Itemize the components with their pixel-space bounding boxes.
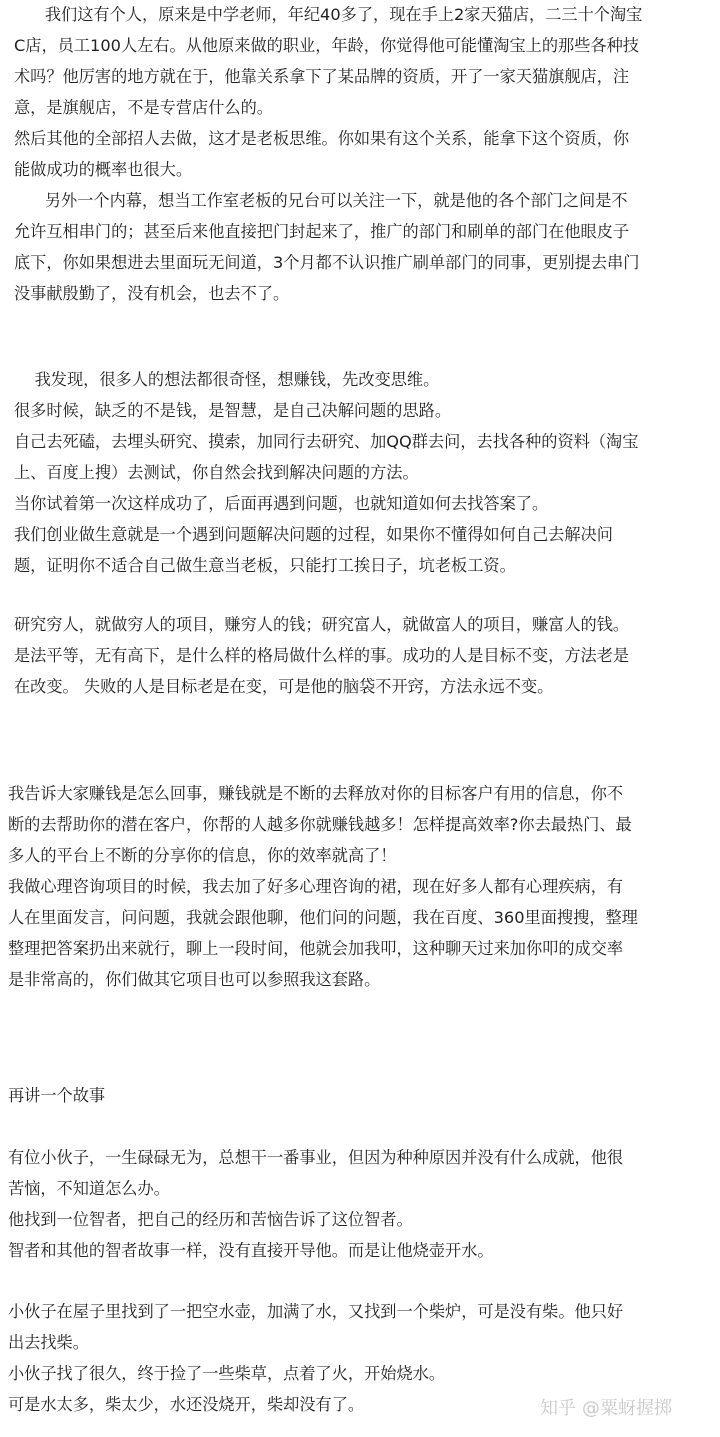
- text-line: 研究穷人，就做穷人的项目，赚穷人的钱；研究富人，就做富人的项目，赚富人的钱。: [14, 615, 630, 634]
- text-line: 我们创业做生意就是一个遇到问题解决问题的过程，如果你不懂得如何自己去解决问: [14, 525, 613, 544]
- text-line: 小伙子在屋子里找到了一把空水壶，加满了水，又找到一个柴炉，可是没有柴。他只好: [8, 1302, 624, 1321]
- text-line: 我们这有个人，原来是中学老师，年纪40多了，现在手上2家天猫店，二三十个淘宝: [14, 5, 643, 24]
- section-heading: 再讲一个故事: [8, 1086, 106, 1105]
- text-line: 多人的平台上不断的分享你的信息，你的效率就高了！: [8, 846, 397, 865]
- text-line: 在改变。 失败的人是目标老是在变，可是他的脑袋不开窍，方法永远不变。: [14, 677, 554, 696]
- text-line: 底下，你如果想进去里面玩无间道，3个月都不认识推广刷单部门的同事，更别提去串门: [14, 253, 640, 272]
- text-line: 是非常高的，你们做其它项目也可以参照我这套路。: [8, 970, 381, 989]
- text-line: 我做心理咨询项目的时候，我去加了好多心理咨询的裙，现在好多人都有心理疾病，有: [8, 877, 624, 896]
- zhihu-watermark: [540, 1392, 672, 1422]
- text-line: 出去找柴。: [8, 1333, 89, 1352]
- text-line: 当你试着第一次这样成功了，后面再遇到问题，也就知道如何去找答案了。: [14, 494, 549, 513]
- text-line: 上、百度上搜）去测试，你自然会找到解决问题的方法。: [14, 463, 419, 482]
- text-line: C店，员工100人左右。从他原来做的职业，年龄，你觉得他可能懂淘宝上的那些各种技: [14, 36, 639, 55]
- text-line: 自己去死磕，去埋头研究、摸索，加同行去研究、加QQ群去问，去找各种的资料（淘宝: [14, 432, 639, 451]
- text-line: 允许互相串门的；甚至后来他直接把门封起来了，推广的部门和刷单的部门在他眼皮子: [14, 222, 630, 241]
- text-line: 苦恼，不知道怎么办。: [8, 1179, 170, 1198]
- text-line: 另外一个内幕，想当工作室老板的兄台可以关注一下，就是他的各个部门之间是不: [14, 191, 628, 210]
- text-line: 题，证明你不适合自己做生意当老板，只能打工挨日子，坑老板工资。: [14, 556, 516, 575]
- watermark-author: @粟蚜握掷: [582, 1398, 672, 1419]
- text-line: 没事献殷勤了，没有机会，也去不了。: [14, 284, 290, 303]
- text-line: 我发现，很多人的想法都很奇怪，想赚钱，先改变思维。: [14, 370, 440, 389]
- watermark-site: 知乎: [540, 1398, 576, 1419]
- text-line: 可是水太多，柴太少，水还没烧开，柴却没有了。: [8, 1395, 365, 1414]
- text-line: 整理把答案扔出来就行，聊上一段时间，他就会加我叩，这种聊天过来加你叩的成交率: [8, 939, 624, 958]
- text-line: 很多时候，缺乏的不是钱，是智慧，是自己决解问题的思路。: [14, 401, 452, 420]
- text-line: 小伙子找了很久，终于捡了一些柴草，点着了火，开始烧水。: [8, 1364, 446, 1383]
- text-line: 意，是旗舰店，不是专营店什么的。: [14, 98, 273, 117]
- text-line: 然后其他的全部招人去做，这才是老板思维。你如果有这个关系，能拿下这个资质，你: [14, 129, 630, 148]
- text-line: 术吗？他厉害的地方就在于，他靠关系拿下了某品牌的资质，开了一家天猫旗舰店，注: [14, 67, 630, 86]
- text-line: 能做成功的概率也很大。: [14, 160, 193, 179]
- text-line: 断的去帮助你的潜在客户，你帮的人越多你就赚钱越多！怎样提高效率?你去最热门、最: [8, 815, 632, 834]
- text-line: 有位小伙子，一生碌碌无为，总想干一番事业，但因为种种原因并没有什么成就，他很: [8, 1148, 624, 1167]
- text-line: 人在里面发言，问问题，我就会跟他聊，他们问的问题，我在百度、360里面搜搜，整理: [8, 908, 638, 927]
- text-line: 我告诉大家赚钱是怎么回事，赚钱就是不断的去释放对你的目标客户有用的信息，你不: [8, 784, 624, 803]
- text-line: 智者和其他的智者故事一样，没有直接开导他。而是让他烧壶开水。: [8, 1241, 494, 1260]
- text-line: 他找到一位智者，把自己的经历和苦恼告诉了这位智者。: [8, 1210, 413, 1229]
- text-line: 是法平等，无有高下，是什么样的格局做什么样的事。成功的人是目标不变，方法老是: [14, 646, 630, 665]
